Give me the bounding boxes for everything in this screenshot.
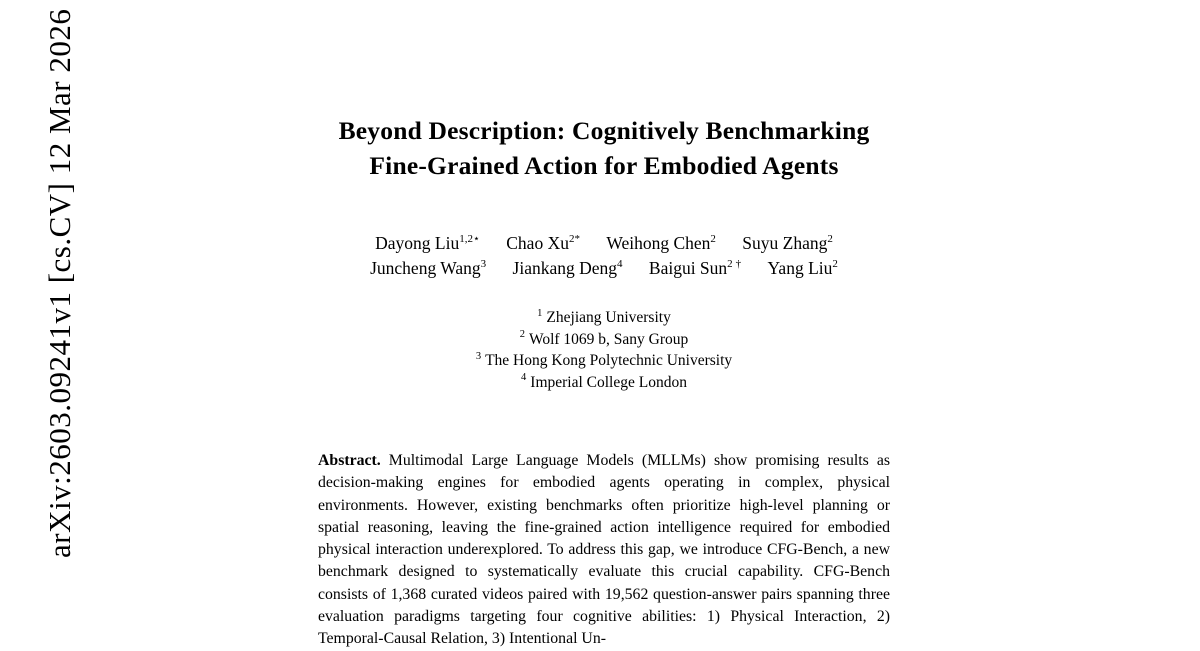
author-affiliation-marker: 2* [568, 233, 580, 246]
paper-column [318, 0, 890, 651]
author-affiliation-marker: 1,2⋆ [459, 233, 480, 246]
author-affiliation-marker: 2 [832, 258, 838, 271]
author-row-2 [318, 256, 890, 281]
affiliation-item [318, 307, 890, 329]
author-name: Dayong Liu [375, 233, 460, 253]
author-affiliation-marker: 4 [617, 258, 623, 271]
author [370, 256, 486, 281]
affiliation-marker: 1 [537, 307, 543, 319]
author-affiliation-marker: 2 [827, 233, 833, 246]
author-name: Suyu Zhang [742, 233, 828, 253]
author-affiliation-marker: 2 [710, 233, 716, 246]
author [649, 256, 741, 281]
abstract-text: Multimodal Large Language Models (MLLMs) show promising results as decision-making engines for embodied agents operating in complex, physical environments. However, existing benchmarks often prioritize high-level planning or spatial reasoning, leaving the fine-grained action intelligence required for embodied physical interaction underexplored. To address this gap, we introduce CFG-Bench, a new benchmark designed to systematically evaluate this crucial capability. CFG-Bench consists of 1,368 curated videos paired with 19,562 question-answer pairs spanning three evaluation paradigms targeting four cognitive abilities: 1) Physical Interaction, 2) Temporal-Causal Relation, 3) Intentional Un- [318, 452, 890, 648]
author-name: Chao Xu [506, 233, 569, 253]
author [506, 231, 580, 256]
author-name: Jiankang Deng [512, 258, 618, 278]
affiliation-item [318, 329, 890, 351]
affiliation-text: Imperial College London [530, 373, 687, 391]
page-title [318, 113, 890, 183]
author [742, 231, 833, 256]
abstract-section [318, 450, 890, 651]
author-row-1 [318, 231, 890, 256]
author [606, 231, 716, 256]
author-name: Weihong Chen [606, 233, 711, 253]
author [768, 256, 838, 281]
author [375, 231, 480, 256]
affiliation-text: Zhejiang University [546, 309, 671, 326]
title-line-1: Beyond Description: Cognitively Benchmarking [338, 116, 870, 145]
arxiv-stamp: arXiv:2603.09241v1 [cs.CV] 12 Mar 2026 [42, 8, 77, 558]
corresponding-author-marker: † [735, 258, 742, 271]
affiliation-item [318, 350, 890, 372]
author [513, 256, 623, 281]
abstract-label: Abstract. [318, 452, 381, 469]
affiliation-text: Wolf 1069 b, Sany Group [528, 330, 689, 348]
affiliation-marker: 3 [475, 350, 482, 362]
title-line-2: Fine-Grained Action for Embodied Agents [369, 151, 839, 180]
author-list [318, 231, 890, 281]
author-affiliation-marker: 2 [727, 258, 733, 271]
author-name: Yang Liu [767, 258, 833, 278]
author-affiliation-marker: 3 [480, 258, 487, 271]
author-name: Baigui Sun [648, 258, 728, 278]
affiliation-text: The Hong Kong Polytechnic University [485, 352, 733, 369]
affiliation-marker: 2 [519, 329, 525, 341]
affiliation-item [318, 372, 890, 394]
affiliation-marker: 4 [521, 372, 527, 384]
affiliation-list [318, 307, 890, 393]
author-name: Juncheng Wang [370, 258, 481, 278]
